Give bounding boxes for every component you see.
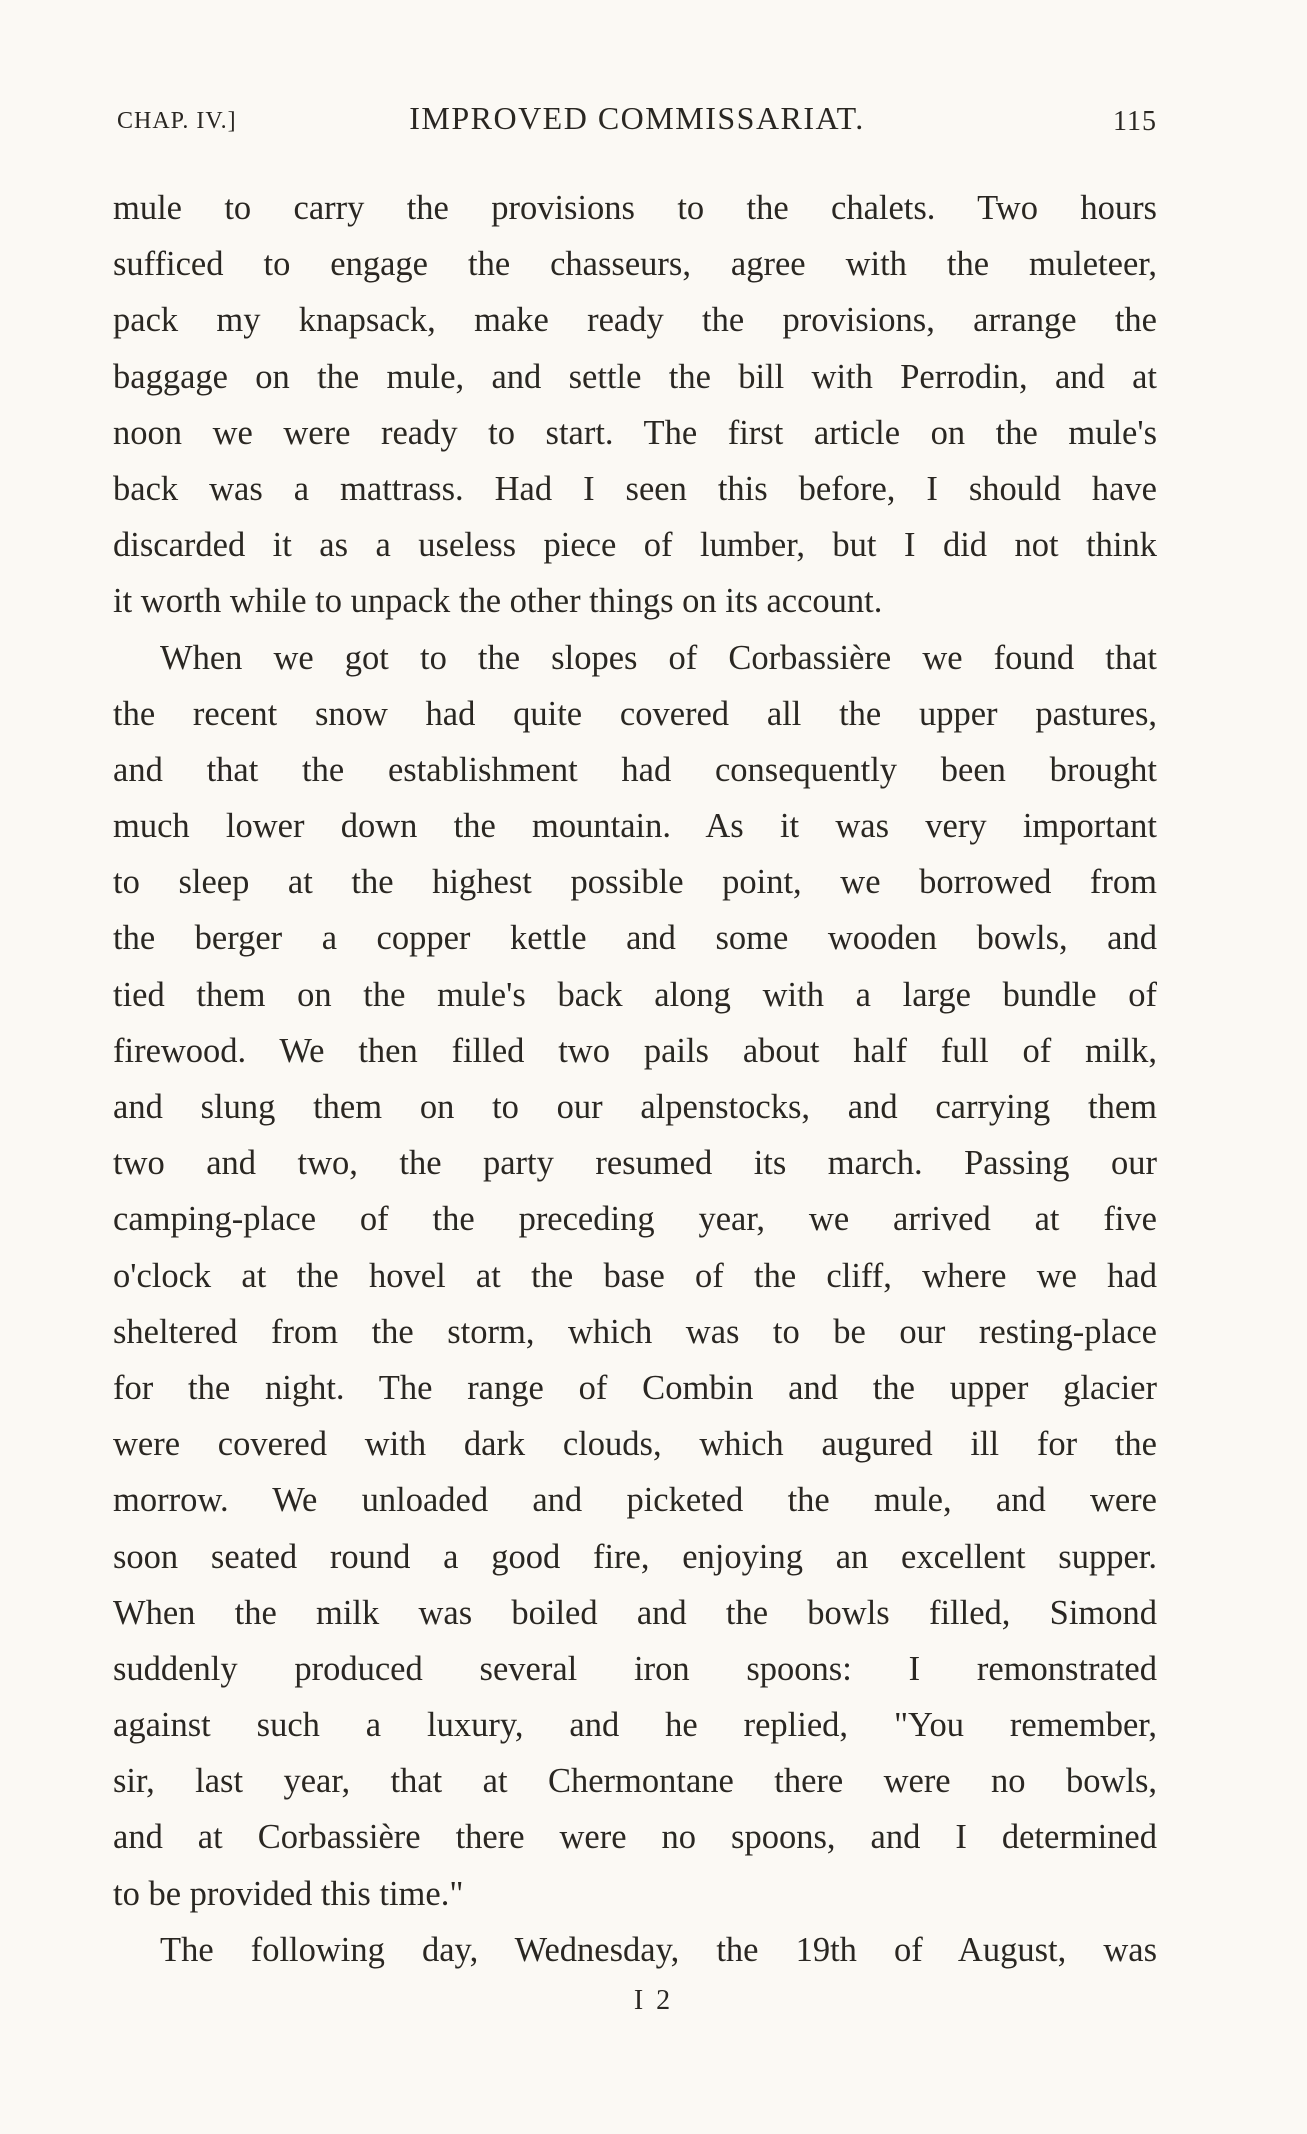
- text-line: were covered with dark clouds, which augured ill for the: [113, 1425, 1157, 1464]
- text-line: camping-place of the preceding year, we arrived at five: [113, 1200, 1157, 1239]
- text-line: o'clock at the hovel at the base of the cliff, where we had: [113, 1256, 1157, 1295]
- running-head: [117, 100, 1157, 146]
- text-line: The following day, Wednesday, the 19th of August, was: [160, 1930, 1157, 1969]
- text-line: pack my knapsack, make ready the provisions, arrange the: [113, 301, 1157, 340]
- text-line: the recent snow had quite covered all the upper pastures,: [113, 694, 1157, 733]
- signature-mark: I 2: [633, 1985, 674, 2016]
- text-line: tied them on the mule's back along with a large bundle of: [113, 975, 1157, 1014]
- text-line: sir, last year, that at Chermontane there were no bowls,: [113, 1762, 1157, 1801]
- text-line: two and two, the party resumed its march. Passing our: [113, 1144, 1157, 1183]
- text-line: sufficed to engage the chasseurs, agree with the muleteer,: [113, 245, 1157, 284]
- page-number: 115: [1113, 106, 1157, 137]
- text-line: and slung them on to our alpenstocks, and carrying them: [113, 1088, 1157, 1126]
- text-line: morrow. We unloaded and picketed the mule, and were: [113, 1481, 1157, 1520]
- text-line: and at Corbassière there were no spoons, and I determined: [113, 1818, 1157, 1857]
- text-line: baggage on the mule, and settle the bill with Perrodin, and at: [113, 357, 1157, 396]
- body-text: [113, 180, 1157, 1978]
- text-line: much lower down the mountain. As it was very important: [113, 807, 1157, 846]
- text-line: When we got to the slopes of Corbassière we found that: [160, 638, 1157, 677]
- text-line: suddenly produced several iron spoons: I remonstrated: [113, 1649, 1157, 1688]
- text-line: soon seated round a good fire, enjoying an excellent supper.: [113, 1537, 1157, 1576]
- text-line: firewood. We then filled two pails about half full of milk,: [113, 1031, 1157, 1070]
- text-line: sheltered from the storm, which was to be our resting-place: [113, 1312, 1157, 1351]
- text-line: back was a mattrass. Had I seen this before, I should have: [113, 469, 1157, 508]
- text-line: mule to carry the provisions to the chalets. Two hours: [113, 189, 1157, 227]
- text-line: the berger a copper kettle and some wooden bowls, and: [113, 919, 1157, 958]
- text-line: discarded it as a useless piece of lumber, but I did not think: [113, 526, 1157, 565]
- text-line: for the night. The range of Combin and the upper glacier: [113, 1368, 1157, 1407]
- text-line: and that the establishment had consequently been brought: [113, 750, 1157, 789]
- text-line: to sleep at the highest possible point, we borrowed from: [113, 863, 1157, 902]
- text-line: noon we were ready to start. The first article on the mule's: [113, 413, 1157, 452]
- text-line: to be provided this time.": [113, 1874, 464, 1913]
- text-line: it worth while to unpack the other things on its account.: [113, 582, 883, 621]
- text-line: against such a luxury, and he replied, "You remember,: [113, 1706, 1157, 1745]
- text-line: When the milk was boiled and the bowls filled, Simond: [113, 1593, 1157, 1632]
- chapter-reference: CHAP. IV.]: [117, 108, 237, 134]
- page-title: IMPROVED COMMISSARIAT.: [409, 100, 865, 136]
